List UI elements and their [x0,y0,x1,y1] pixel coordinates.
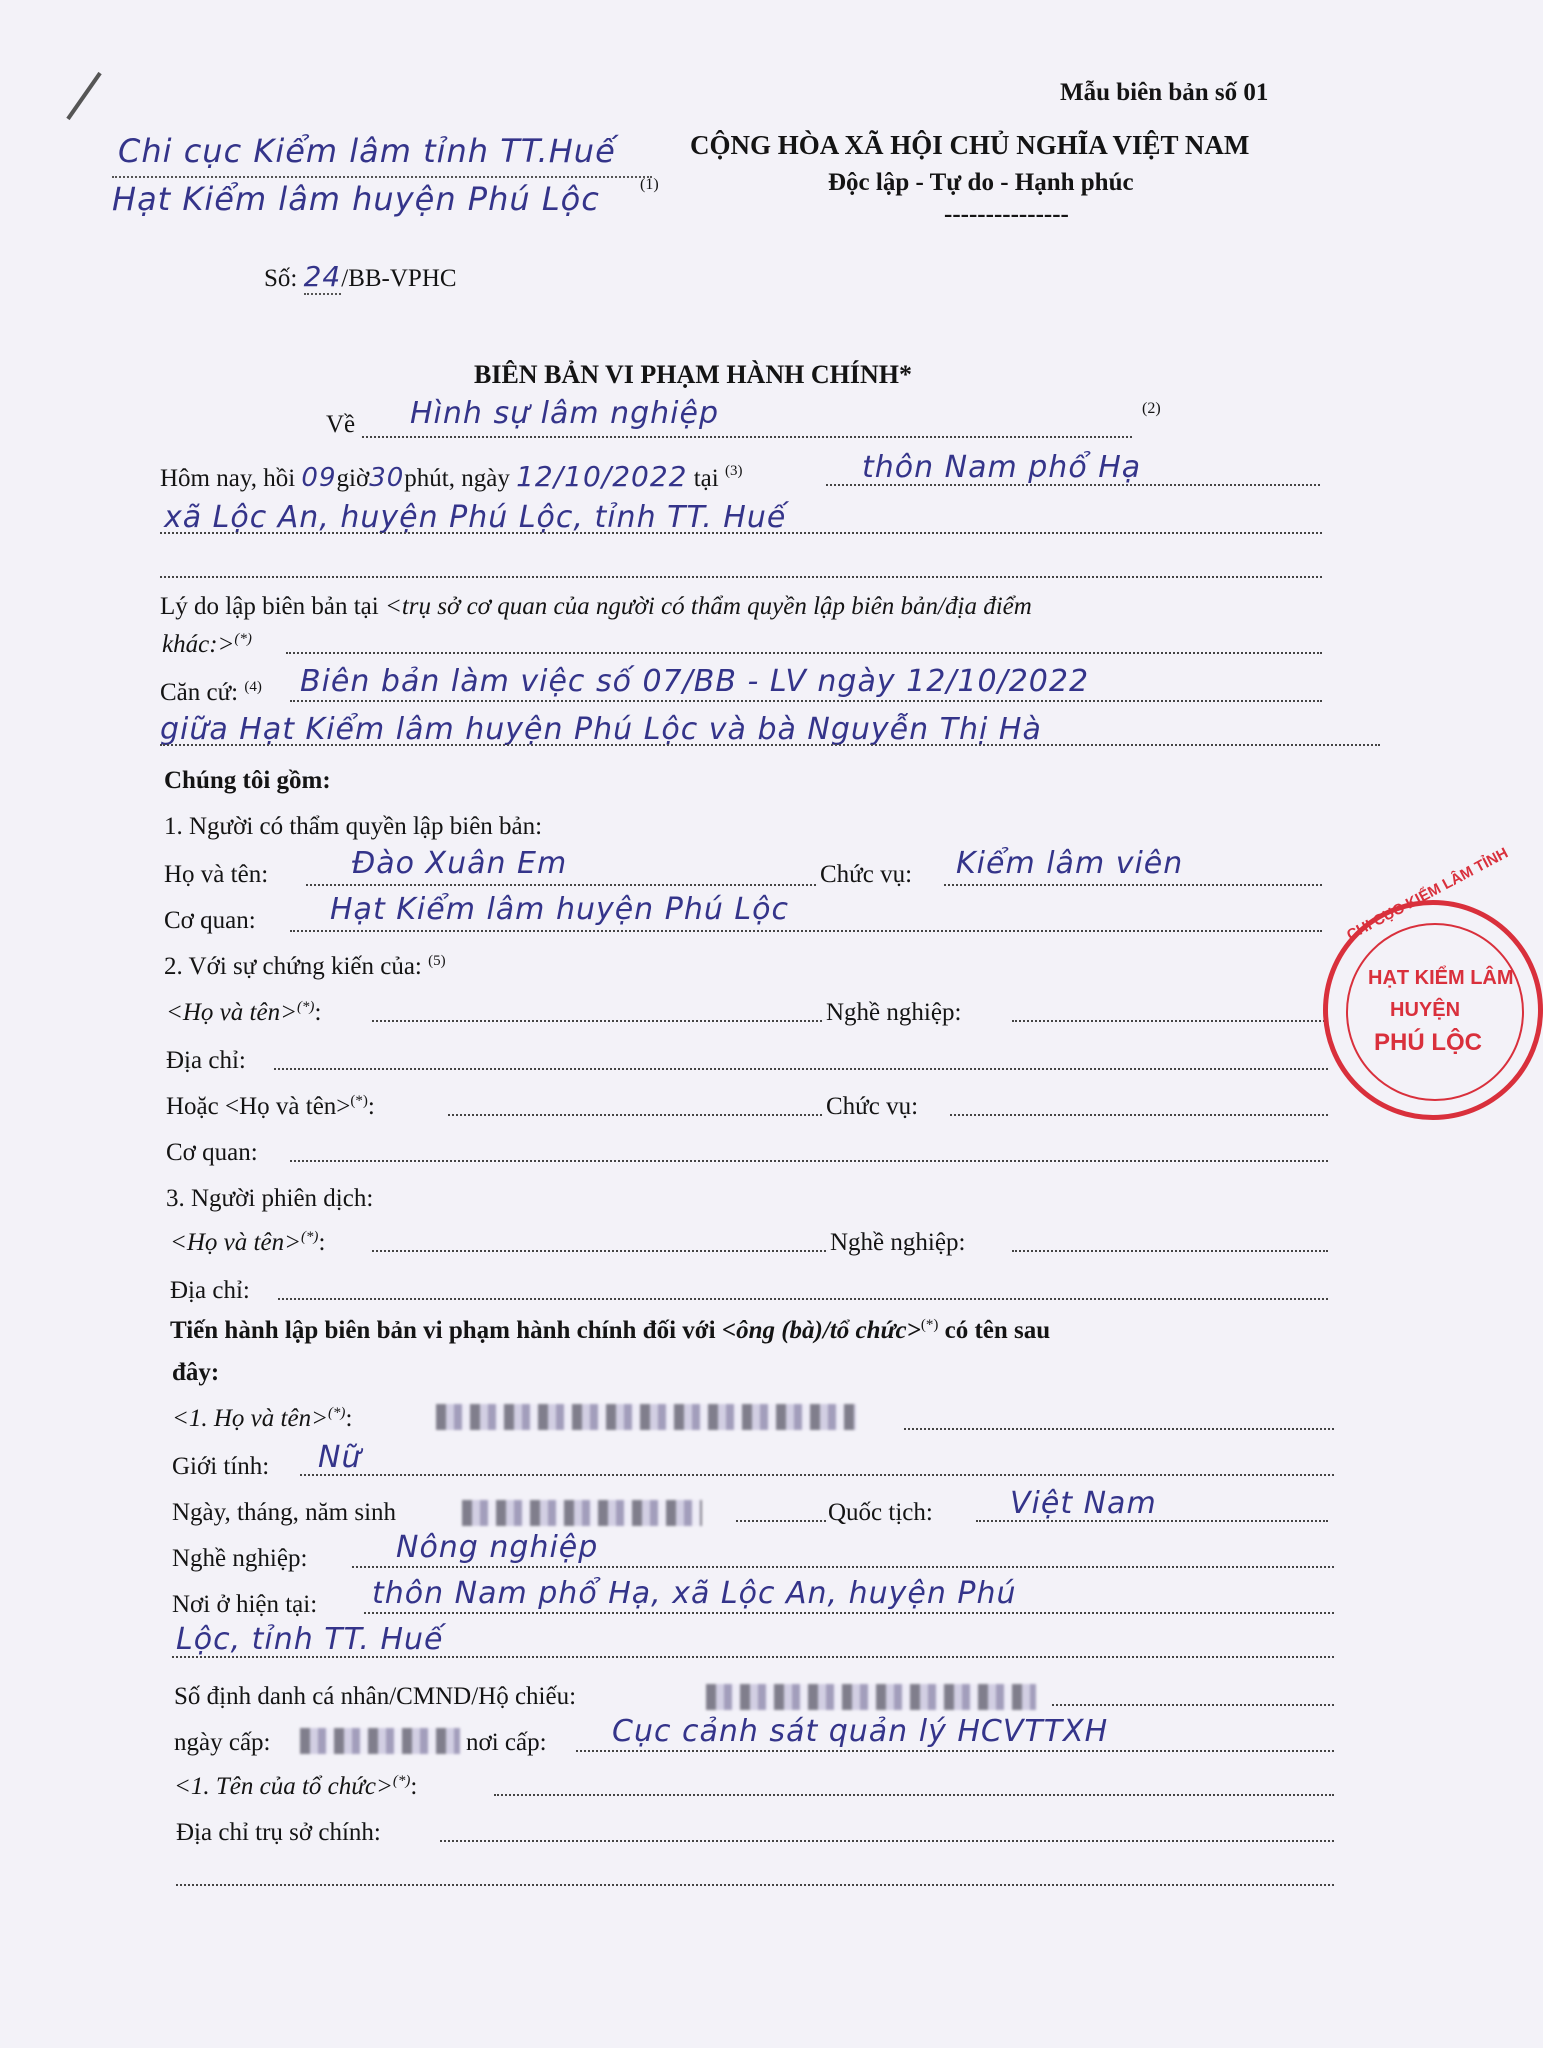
pen-mark [66,72,101,120]
interpreter-name-text: <Họ và tên> [170,1229,301,1256]
violator-gender-value: Nữ [318,1440,362,1475]
officer-name-label: Họ và tên: [164,861,269,888]
doc-number-value: 24 [303,260,342,293]
violator-org-text: <1. Tên của tổ chức> [174,1773,393,1800]
violator-issue-date-redacted [300,1728,460,1754]
interpreter-name-label: <Họ và tên>(*): [170,1229,326,1256]
time-minute: 30 [369,463,405,493]
reason-label-italic: <trụ sở cơ quan của người có thẩm quyền lập biên bản/địa điểm [384,593,1032,620]
violator-residence-dots-2 [172,1656,1334,1658]
violator-occupation-label: Nghề nghiệp: [172,1545,308,1572]
violator-id-dots [1052,1704,1334,1706]
document-title: BIÊN BẢN VI PHẠM HÀNH CHÍNH* [474,360,912,389]
interpreter-name-dots [372,1250,826,1252]
reason-line-2 [162,630,252,660]
time-label-minute: phút, ngày [404,465,510,492]
violator-dob-label: Ngày, tháng, năm sinh [172,1499,397,1526]
violator-nationality-label: Quốc tịch: [828,1499,933,1526]
violator-org-label: <1. Tên của tổ chức>(*): [174,1773,418,1800]
basis-note: (4) [244,679,262,695]
witness-or-note: (*) [350,1093,368,1109]
interpreter-address-label: Địa chỉ: [170,1277,250,1304]
place-line-2: xã Lộc An, huyện Phú Lộc, tỉnh TT. Huế [164,500,787,535]
violator-residence-line-1: thôn Nam phổ Hạ, xã Lộc An, huyện Phú [372,1576,1017,1611]
stamp-ring-text: CHI CỤC KIỂM LÂM TỈNH [1344,844,1511,945]
violator-issue-place-value: Cục cảnh sát quản lý HCVTTXH [612,1714,1109,1749]
place-dots-3 [160,576,1322,578]
violator-name-text: <1. Họ và tên> [172,1405,328,1432]
time-label-today: Hôm nay, hồi [160,465,296,492]
motto-rule: --------------- [944,201,1069,228]
stamp-line-1: HẠT KIỂM LÂM [1368,967,1514,989]
violator-residence-line-2: Lộc, tỉnh TT. Huế [176,1622,444,1657]
violator-dob-dots [736,1520,826,1522]
violator-issue-place-label: nơi cấp: [466,1729,547,1756]
officer-agency-value: Hạt Kiểm lâm huyện Phú Lộc [330,892,789,927]
basis-label-line [160,678,262,708]
officer-agency-dots [290,930,1322,932]
violator-occupation-dots [352,1566,1334,1568]
place-dots-1 [826,484,1320,486]
witness-address-label: Địa chỉ: [166,1047,246,1074]
time-line [160,462,742,494]
violator-name-redacted [436,1404,856,1430]
officer-name-dots [306,884,816,886]
violator-org-address-label: Địa chỉ trụ sở chính: [176,1819,381,1846]
violator-name-label: <1. Họ và tên>(*): [172,1405,353,1432]
violator-dob-redacted [462,1500,702,1526]
witness-heading-note: (5) [428,953,446,969]
witness-occupation-dots [1012,1020,1328,1022]
violator-id-label: Số định danh cá nhân/CMND/Hộ chiếu: [174,1683,577,1710]
violator-residence-dots-1 [364,1612,1334,1614]
witness-or-dots [448,1114,822,1116]
basis-dots-2 [160,744,1380,746]
reason-line-1 [160,592,1032,622]
basis-dots-1 [290,700,1322,702]
basis-line-2: giữa Hạt Kiểm lâm huyện Phú Lộc và bà Nguyễn Thị Hà [160,712,1042,747]
officer-position-label: Chức vụ: [820,861,913,888]
interpreter-occupation-dots [1012,1250,1328,1252]
violator-id-redacted [706,1684,1036,1710]
witness-heading [164,952,446,982]
witness-name-dots [372,1020,822,1022]
violator-org-address-dots-2 [176,1884,1334,1886]
interpreter-heading: 3. Người phiên dịch: [166,1185,374,1212]
violator-gender-label: Giới tính: [172,1453,270,1480]
time-note: (3) [724,463,743,479]
violator-heading [170,1316,1050,1346]
doc-number-suffix: /BB-VPHC [341,265,457,292]
place-line-1: thôn Nam phổ Hạ [862,450,1142,485]
violator-gender-dots [300,1474,1334,1476]
witness-heading-text: 2. Với sự chứng kiến của: [164,953,422,980]
national-title: CỘNG HÒA XÃ HỘI CHỦ NGHĨA VIỆT NAM [690,130,1250,160]
violator-issue-place-dots [576,1750,1334,1752]
reason-label: Lý do lập biên bản tại [160,593,385,620]
we-are-heading: Chúng tôi gồm: [164,767,331,794]
witness-position-label: Chức vụ: [826,1093,919,1120]
violator-nationality-value: Việt Nam [1010,1486,1157,1521]
violator-residence-label: Nơi ở hiện tại: [172,1591,318,1618]
witness-occupation-label: Nghề nghiệp: [826,999,962,1026]
witness-agency-label: Cơ quan: [166,1139,258,1166]
about-dots [362,436,1132,438]
witness-name-label: <Họ và tên>(*): [166,999,322,1026]
time-date: 12/10/2022 [516,460,688,493]
time-label-at: tại [693,465,719,492]
agency-line-1: Chi cục Kiểm lâm tỉnh TT.Huế [118,132,616,170]
agency-underline [112,176,652,178]
violator-heading-end: có tên sau [938,1317,1051,1344]
about-line [326,410,355,440]
violator-heading-italic: <ông (bà)/tổ chức> [721,1317,921,1344]
witness-address-dots [274,1068,1328,1070]
agency-note: (1) [640,176,659,193]
violator-name-note: (*) [327,1405,346,1421]
officer-agency-label: Cơ quan: [164,907,256,934]
witness-name-note: (*) [296,999,315,1015]
interpreter-address-dots [278,1298,1328,1300]
official-stamp [1323,844,1543,1120]
violator-name-dots [904,1428,1334,1430]
witness-agency-dots [290,1160,1328,1162]
interpreter-occupation-label: Nghề nghiệp: [830,1229,966,1256]
officer-position-value: Kiểm lâm viên [956,846,1184,881]
about-value: Hình sự lâm nghiệp [410,396,720,431]
reason-dots [286,652,1322,654]
document-number [264,262,457,294]
reason-label-2: khác:> [162,631,235,658]
officer-name-value: Đào Xuân Em [352,846,568,881]
agency-line-2: Hạt Kiểm lâm huyện Phú Lộc [112,180,600,218]
violator-issue-date-label: ngày cấp: [174,1729,271,1756]
witness-or-label: Hoặc <Họ và tên>(*): [166,1093,375,1120]
about-note: (2) [1142,400,1161,417]
violator-org-dots [494,1794,1334,1796]
stamp-line-2: HUYỆN [1390,999,1461,1021]
reason-note: (*) [234,631,252,647]
witness-name-label-text: <Họ và tên> [166,999,297,1026]
form-number: Mẫu biên bản số 01 [1060,79,1269,106]
violator-heading-line2: đây: [172,1359,220,1386]
basis-line-1: Biên bản làm việc số 07/BB - LV ngày 12/10/2022 [300,664,1090,699]
time-hour: 09 [301,463,337,493]
time-label-hour: giờ [336,465,370,492]
officer-position-dots [944,884,1322,886]
basis-label: Căn cứ: [160,679,239,706]
interpreter-name-note: (*) [300,1229,319,1245]
violator-org-note: (*) [392,1773,411,1789]
place-dots-2 [160,532,1322,534]
violator-heading-note: (*) [920,1317,939,1333]
doc-number-label: Số: [264,265,298,292]
witness-or-text: Hoặc <Họ và tên> [166,1093,351,1120]
motto: Độc lập - Tự do - Hạnh phúc [828,169,1134,196]
violator-occupation-value: Nông nghiệp [396,1530,599,1565]
violator-heading-start: Tiến hành lập biên bản vi phạm hành chính đối với [170,1317,722,1344]
about-label: Về [326,411,356,438]
violator-org-address-dots [440,1840,1334,1842]
officer-heading: 1. Người có thẩm quyền lập biên bản: [164,813,543,840]
stamp-line-3: PHÚ LỘC [1374,1029,1482,1056]
witness-position-dots [950,1114,1328,1116]
